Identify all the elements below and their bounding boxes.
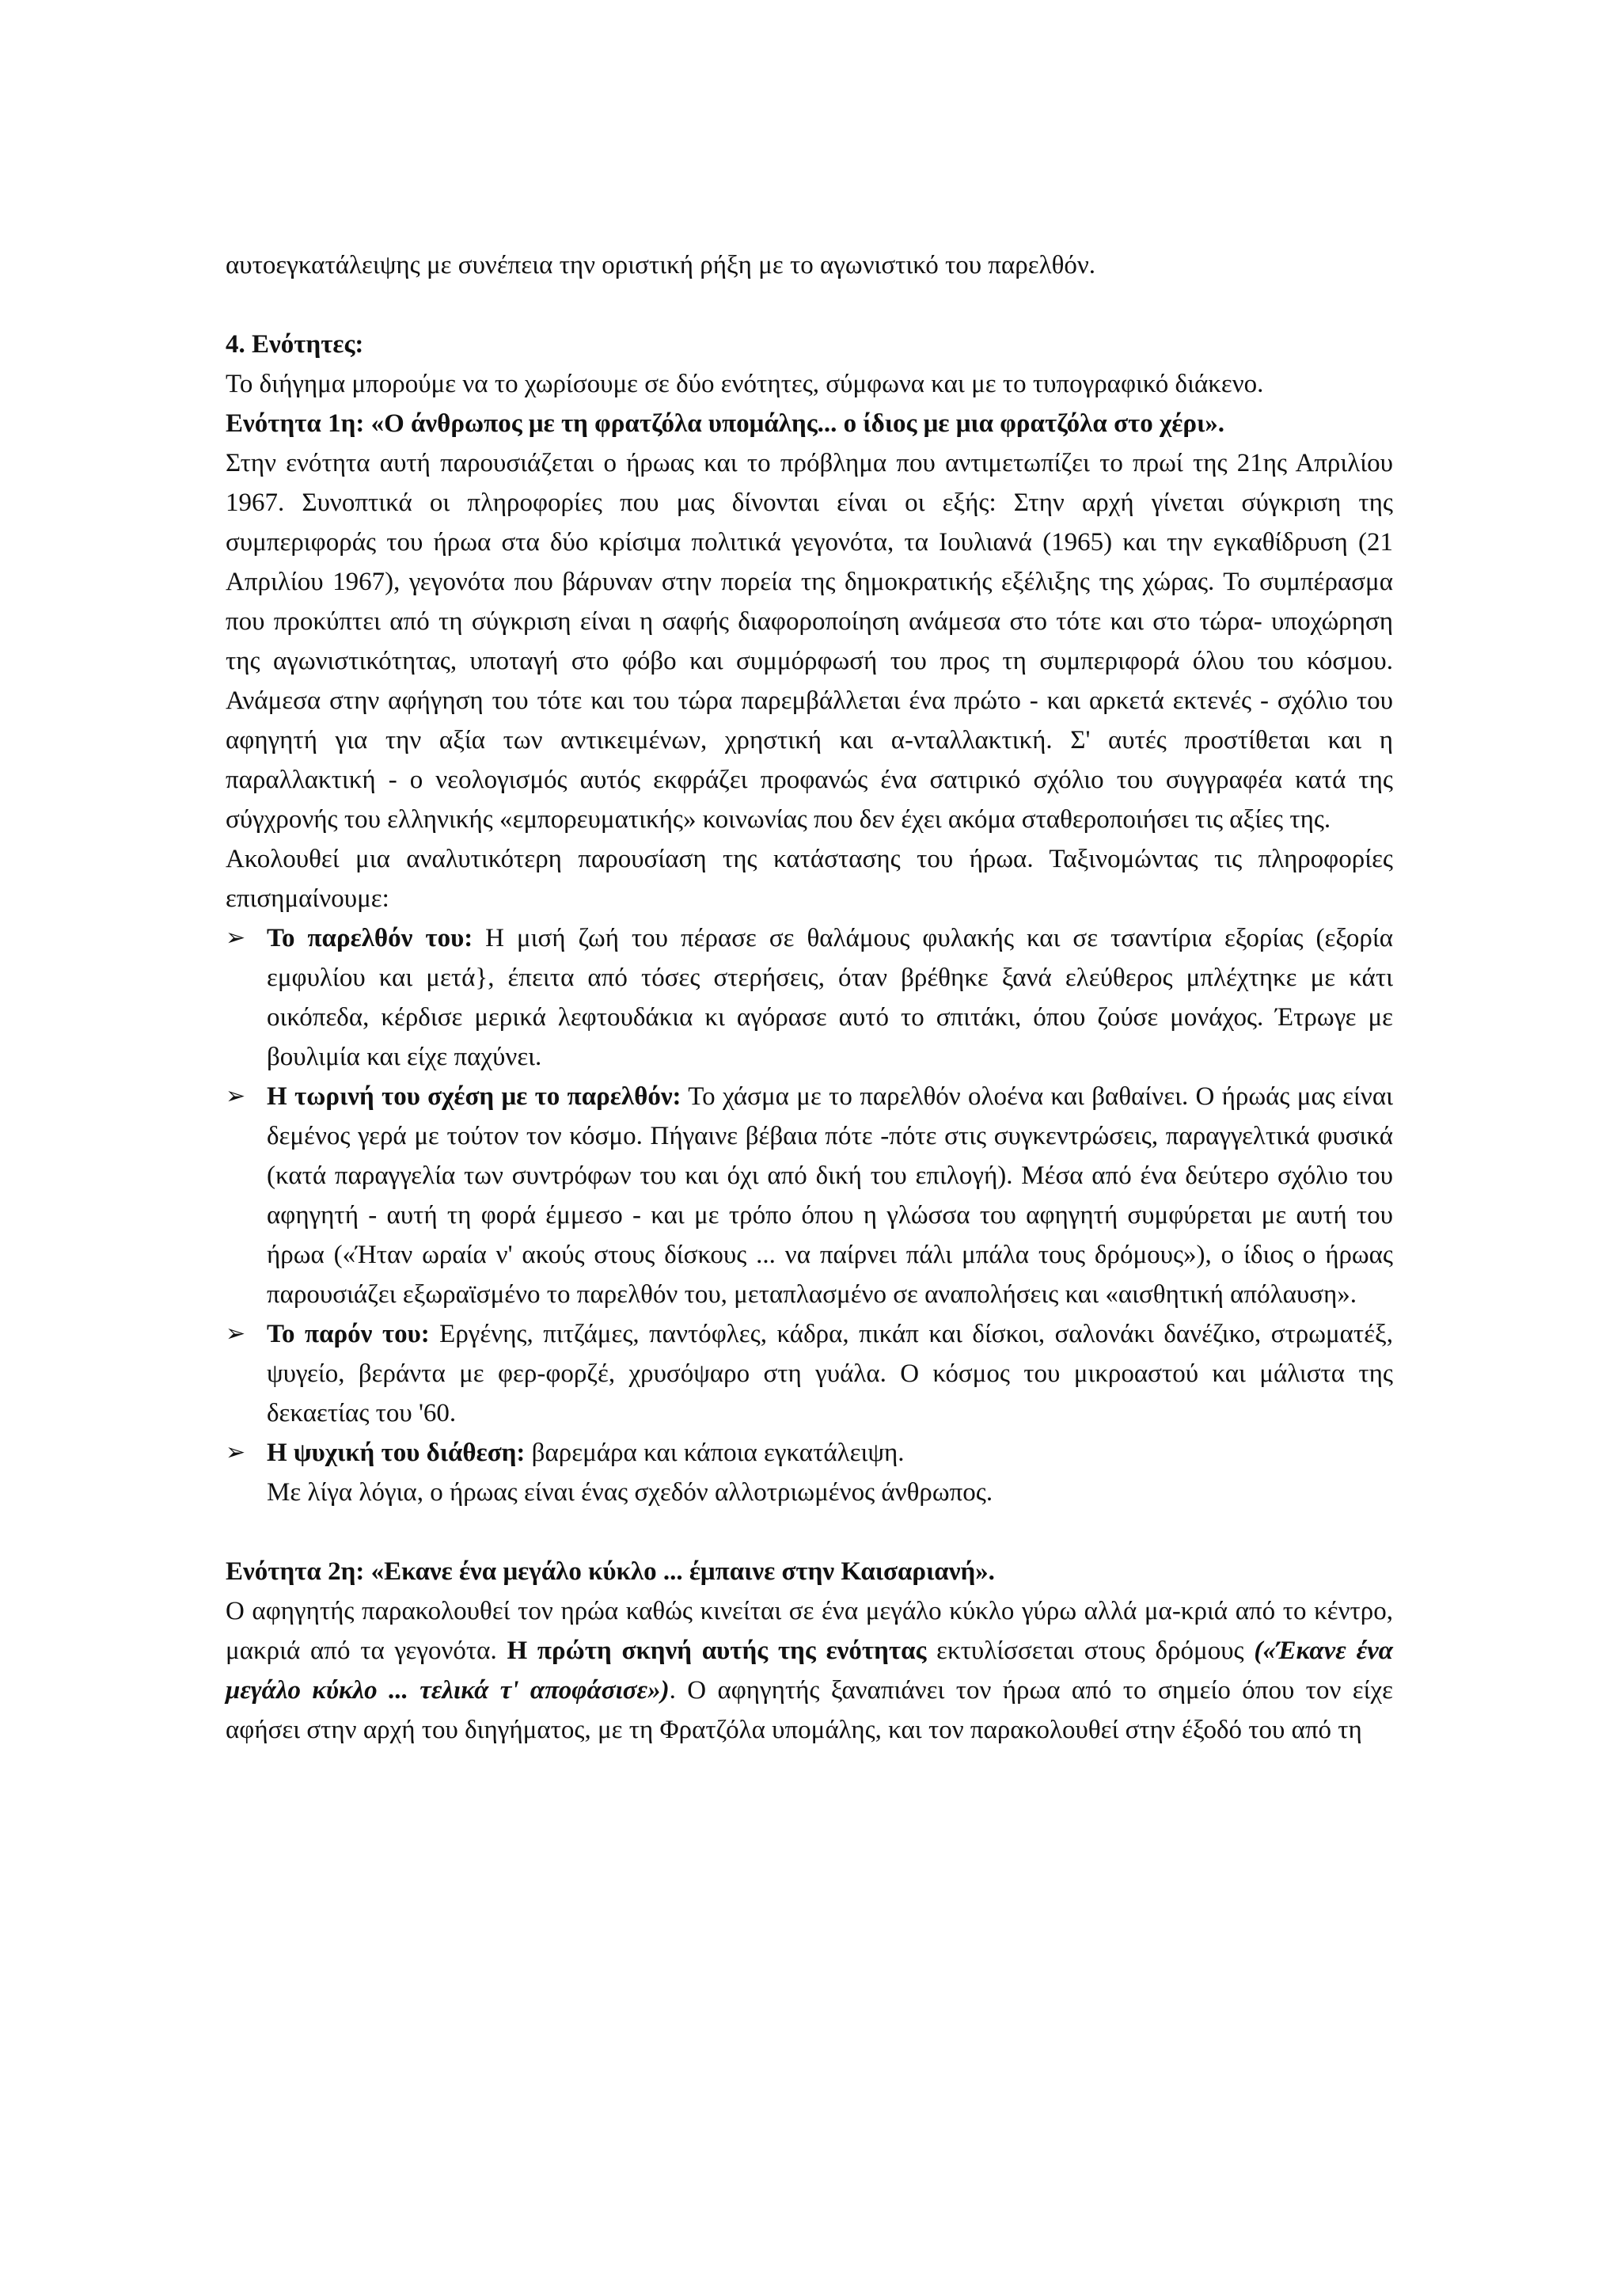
unit-2-text-a: Ο αφηγητής παρακολουθεί τον ηρώα καθώς κινείται σε ένα μεγάλο κύκλο γύρω αλλά μα-κριά από το κέντρο, μακριά από τα γεγονότα. (226, 1597, 1393, 1665)
unit-2-paragraph (226, 1591, 1393, 1750)
section-4-text: Το διήγημα μπορούμε να το χωρίσουμε σε δύο ενότητες, σύμφωνα και με το τυπογραφικό διάκενο. (226, 370, 1264, 398)
unit-1-followup: Ακολουθεί μια αναλυτικότερη παρουσίαση της κατάστασης του ήρωα. Ταξινομώντας τις πληροφορίες επισημαίνουμε: (226, 845, 1393, 913)
arrow-bullet-icon: ➢ (226, 1439, 246, 1466)
bullet-label: Η τωρινή του σχέση με το παρελθόν: (267, 1082, 681, 1111)
bullet-text: Η μισή ζωή του πέρασε σε θαλάμους φυλακής και σε τσαντίρια εξορίας (εξορία εμφυλίου και μετά}, έπειτα από τόσες στερήσεις, όταν βρέθηκε ξανά ελεύθερος μπλέχτηκε με κάτι οικόπεδα, κέρδισε μερικά λεφτουδάκια κι αγόρασε αυτό το σπιτάκι, όπου ζούσε μονάχος. Έτρωγε με βουλιμία και είχε παχύνει. (267, 924, 1393, 1071)
unit-1-bullet-list (226, 918, 1393, 1473)
unit-2-heading: Ενότητα 2η: «Εκανε ένα μεγάλο κύκλο ... έμπαινε στην Καισαριανή». (226, 1557, 995, 1586)
unit-1-closing: Με λίγα λόγια, ο ήρωας είναι ένας σχεδόν αλλοτριωμένος άνθρωπος. (267, 1478, 993, 1507)
arrow-bullet-icon: ➢ (226, 924, 246, 952)
bullet-item-past (226, 918, 1393, 1077)
bullet-label: Το παρελθόν του: (267, 924, 473, 952)
unit-2-text-b: εκτυλίσσεται στους δρόμους (926, 1636, 1255, 1665)
bullet-text: βαρεμάρα και κάποια εγκατάλειψη. (525, 1439, 905, 1467)
bullet-text: Το χάσμα με το παρελθόν ολοένα και βαθαίνει. Ο ήρωάς μας είναι δεμένος γερά με τούτον τον κόσμο. Πήγαινε βέβαια πότε -πότε στις συγκεντρώσεις, παραγγελτικά φυσικά (κατά παραγγελία των συντρόφων του και όχι από δική του επιλογή). Μέσα από ένα δεύτερο σχόλιο του αφηγητή - αυτή τη φορά έμμεσο - και με τρόπο όπου η γλώσσα του αφηγητή συμφύρεται με αυτή του ήρωα («Ήταν ωραία ν' ακούς στους δίσκους ... να παίρνει πάλι μπάλα τους δρόμους»), ο ίδιος ο ήρωας παρουσιάζει εξωραϊσμένο το παρελθόν του, μεταπλασμένο σε αναπολήσεις και «αισθητική απόλαυση». (267, 1082, 1393, 1309)
unit-2-text-c: . Ο αφηγητής ξαναπιάνει τον ήρωα από το σημείο όπου τον είχε αφήσει στην αρχή του διηγήματος, με τη Φρατζόλα υπομάλης, και τον παρακολουθεί στην έξοδό του από τη (226, 1676, 1393, 1744)
bullet-text: Εργένης, πιτζάμες, παντόφλες, κάδρα, πικάπ και δίσκοι, σαλονάκι δανέζικο, στρωματέξ, ψυγείο, βεράντα με φερ-φορζέ, χρυσόψαρο στη γυάλα. Ο κόσμος του μικροαστού και μάλιστα της δεκαετίας του '60. (267, 1320, 1394, 1427)
bullet-item-relation-to-past (226, 1077, 1393, 1314)
intro-line: αυτοεγκατάλειψης με συνέπεια την οριστική ρήξη με το αγωνιστικό του παρελθόν. (226, 251, 1096, 279)
bullet-label: Το παρόν του: (267, 1320, 430, 1348)
bullet-label: Η ψυχική του διάθεση: (267, 1439, 526, 1467)
bullet-item-mood (226, 1433, 1393, 1473)
unit-1-heading: Ενότητα 1η: «Ο άνθρωπος με τη φρατζόλα υπομάλης... ο ίδιος με μια φρατζόλα στο χέρι». (226, 409, 1224, 438)
bullet-item-present (226, 1314, 1393, 1433)
unit-1-paragraph: Στην ενότητα αυτή παρουσιάζεται ο ήρωας και το πρόβλημα που αντιμετωπίζει το πρωί της 21ης Απριλίου 1967. Συνοπτικά οι πληροφορίες που μας δίνονται είναι οι εξής: Στην αρχή γίνεται σύγκριση της συμπεριφοράς του ήρωα στα δύο κρίσιμα πολιτικά γεγονότα, τα Ιουλιανά (1965) και την εγκαθίδρυση (21 Απριλίου 1967), γεγονότα που βάρυναν στην πορεία της δημοκρατικής εξέλιξης της χώρας. Το συμπέρασμα που προκύπτει από τη σύγκριση είναι η σαφής διαφοροποίηση ανάμεσα στο τότε και στο τώρα- υποχώρηση της αγωνιστικότητας, υποταγή στο φόβο και συμμόρφωσή του προς τη συμπεριφορά όλου του κόσμου. Ανάμεσα στην αφήγηση του τότε και του τώρα παρεμβάλλεται ένα πρώτο - και αρκετά εκτενές - σχόλιο του αφηγητή για την αξία των αντικειμένων, χρηστική και α-νταλλακτική. Σ' αυτές προστίθεται και η παραλλακτική - ο νεολογισμός αυτός εκφράζει προφανώς ένα σατιρικό σχόλιο του συγγραφέα κατά της σύγχρονής του ελληνικής «εμπορευματικής» κοινωνίας που δεν έχει ακόμα σταθεροποιήσει τις αξίες της. (226, 449, 1393, 834)
unit-2-bold-phrase: Η πρώτη σκηνή αυτής της ενότητας (507, 1636, 927, 1665)
document-page (226, 245, 1393, 1750)
unit-2-quote: («Έκανε ένα μεγάλο κύκλο ... τελικά τ' αποφάσισε») (226, 1636, 1394, 1705)
arrow-bullet-icon: ➢ (226, 1320, 246, 1348)
arrow-bullet-icon: ➢ (226, 1082, 246, 1110)
section-4-title: 4. Ενότητες: (226, 330, 364, 359)
